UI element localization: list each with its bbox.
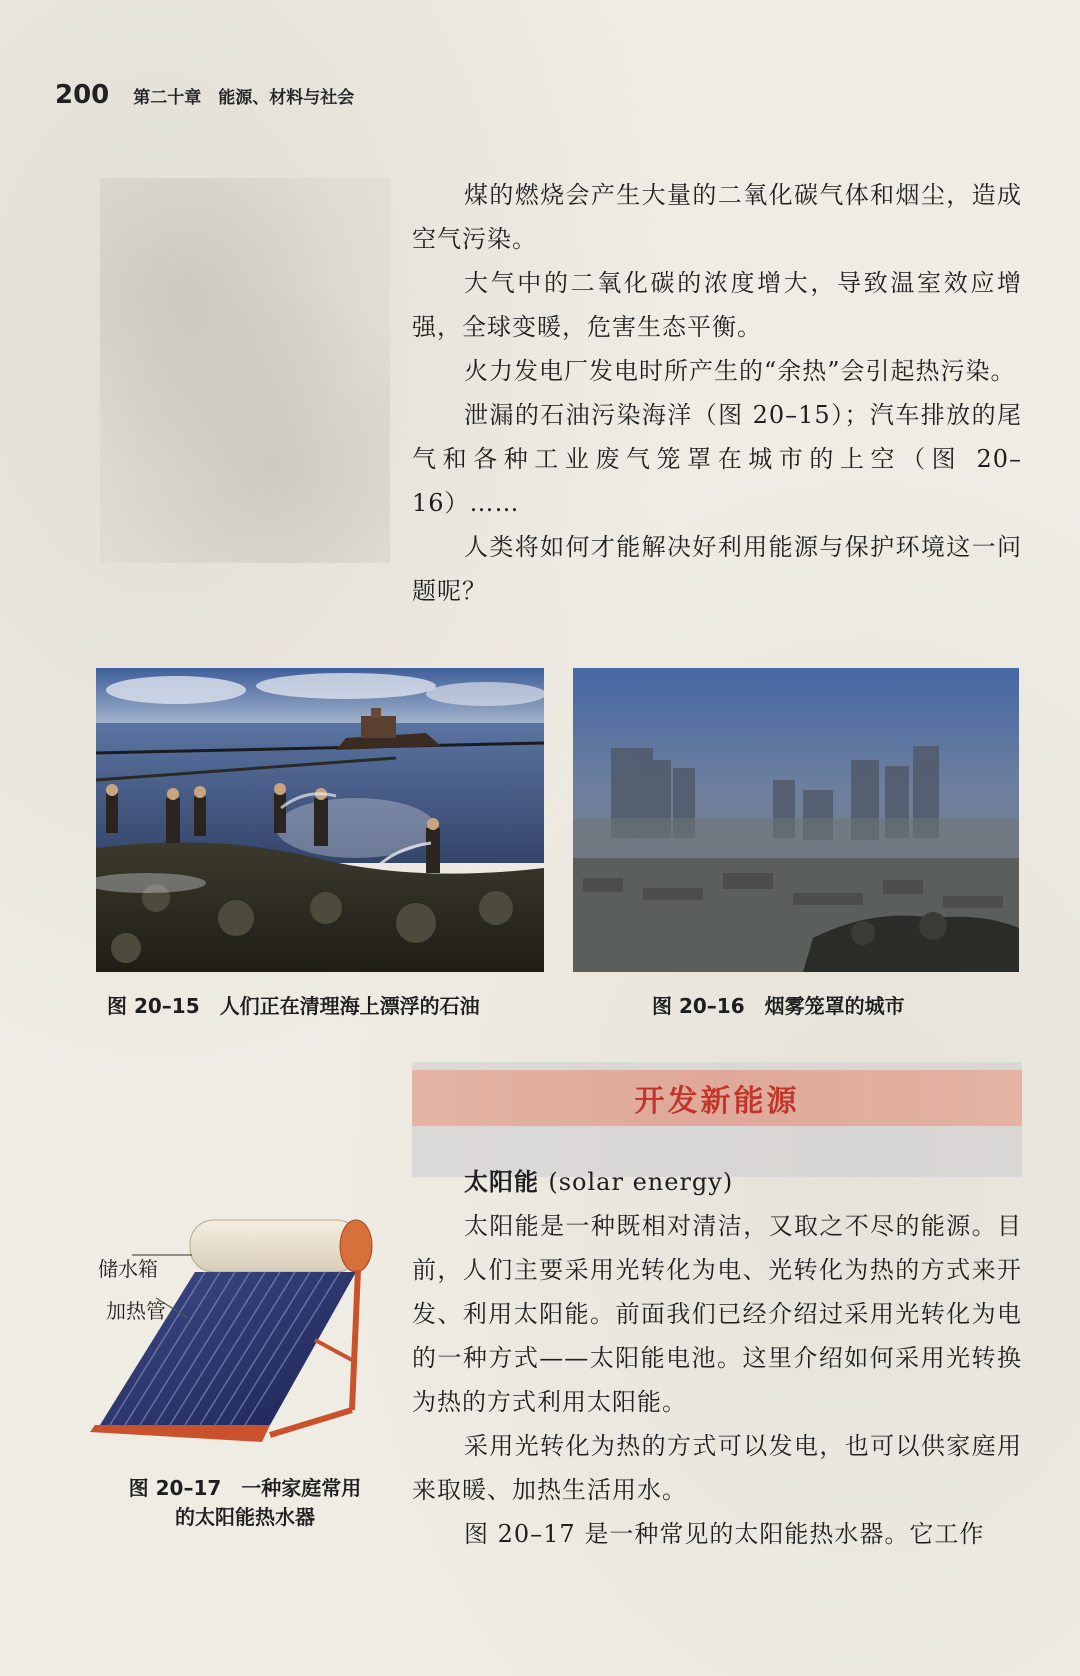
- oil-cleanup-photo: [96, 668, 544, 972]
- paragraph: 采用光转化为热的方式可以发电，也可以供家庭用来取暖、加热生活用水。: [412, 1432, 1022, 1504]
- label-water-tank: 储水箱: [98, 1257, 158, 1281]
- paragraph: 火力发电厂发电时所产生的“余热”会引起热污染。: [464, 357, 1016, 385]
- section-title-bar: [412, 1070, 1022, 1126]
- body-text-bottom: [412, 1160, 1022, 1556]
- label-heating-tube: 加热管: [106, 1299, 166, 1323]
- body-text-top: [412, 173, 1022, 613]
- subheading-en: (solar energy): [548, 1168, 734, 1196]
- page-header: [55, 80, 354, 114]
- section-title: 开发新能源: [634, 1084, 800, 1119]
- caption-line: 的太阳能热水器: [175, 1505, 315, 1529]
- paragraph: 人类将如何才能解决好利用能源与保护环境这一问题呢？: [412, 533, 1022, 605]
- page-number: 200: [55, 80, 110, 110]
- faded-print-area: [100, 178, 390, 563]
- chapter-title: 第二十章 能源、材料与社会: [133, 88, 355, 108]
- figure-caption-20-17: [100, 1474, 390, 1532]
- subheading-cn: 太阳能: [464, 1168, 539, 1196]
- figure-caption-20-16: 图 20–16 烟雾笼罩的城市: [652, 994, 905, 1018]
- paragraph: 太阳能是一种既相对清洁，又取之不尽的能源。目前，人们主要采用光转化为电、光转化为热的方式来开发、利用太阳能。前面我们已经介绍过采用光转化为电的一种方式——太阳能电池。这里介绍如何采用光转换为热的方式利用太阳能。: [412, 1212, 1022, 1416]
- paragraph: 图 20–17 是一种常见的太阳能热水器。它工作: [464, 1520, 985, 1548]
- paragraph: 煤的燃烧会产生大量的二氧化碳气体和烟尘，造成空气污染。: [412, 181, 1022, 253]
- paragraph: 泄漏的石油污染海洋（图 20–15）；汽车排放的尾气和各种工业废气笼罩在城市的上空（图 20–16）……: [412, 401, 1022, 517]
- smog-city-photo: [573, 668, 1019, 972]
- figure-caption-20-15: 图 20–15 人们正在清理海上漂浮的石油: [107, 994, 480, 1018]
- caption-line: 图 20–17 一种家庭常用: [128, 1476, 362, 1500]
- solar-water-heater-illustration: [90, 1210, 390, 1470]
- subheading-solar-energy: [412, 1160, 1022, 1204]
- paragraph: 大气中的二氧化碳的浓度增大，导致温室效应增强，全球变暖，危害生态平衡。: [412, 269, 1022, 341]
